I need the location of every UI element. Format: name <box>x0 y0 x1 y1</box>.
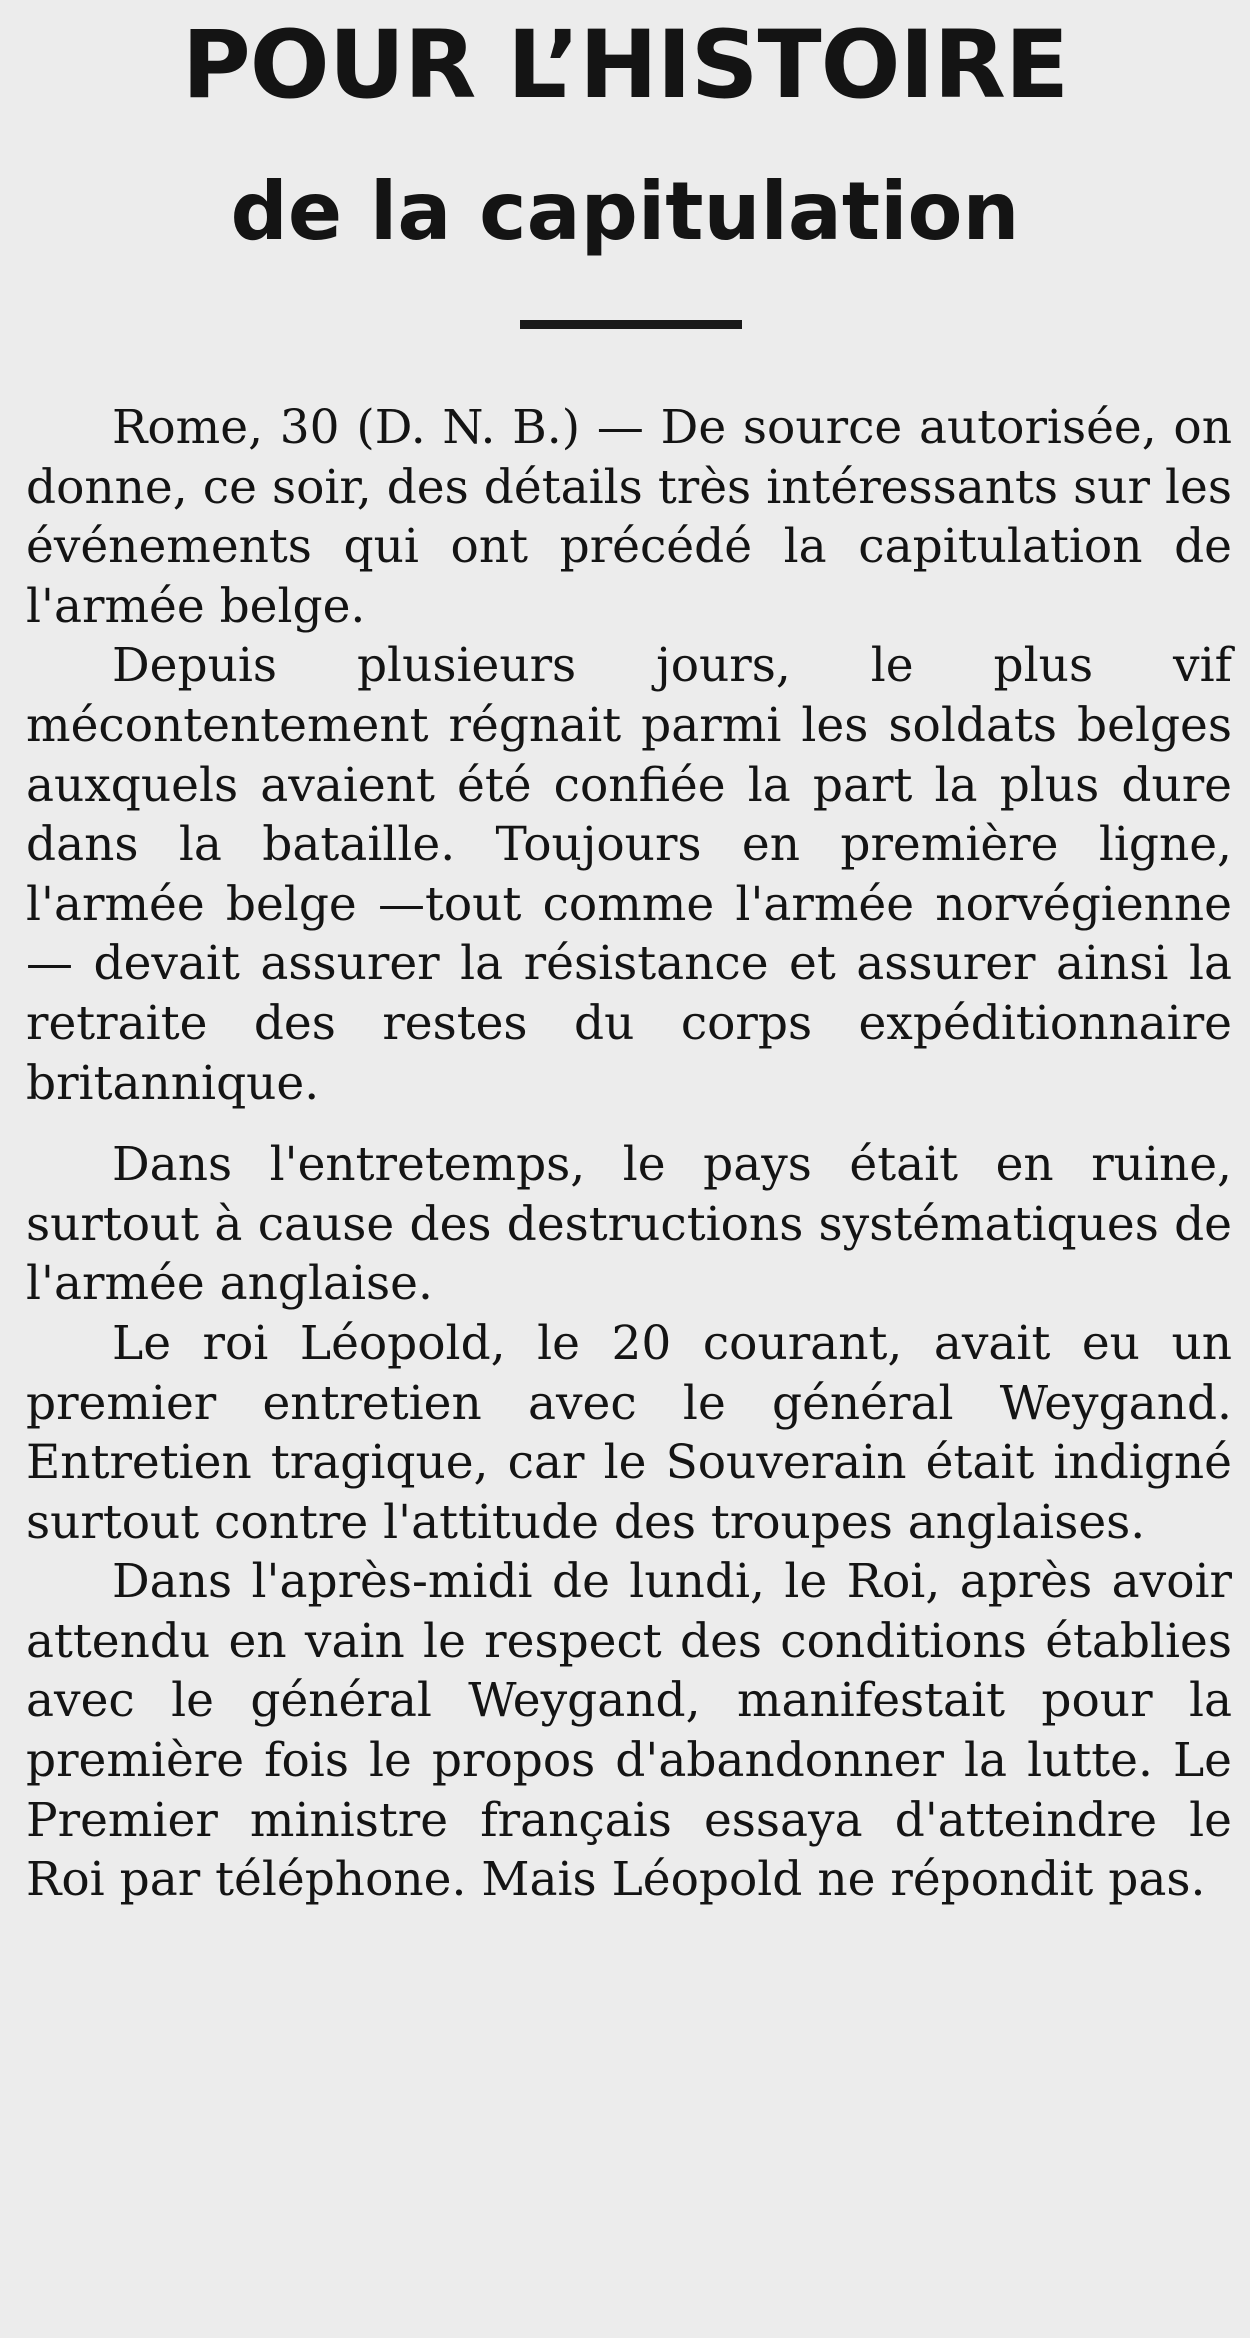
paragraph-3: Dans l'entretemps, le pays était en ruine, surtout à cause des destructions systématiques de l'armée anglaise. <box>26 1137 1232 1312</box>
paragraph-1: Rome, 30 (D. N. B.) — De source autorisée, on donne, ce soir, des détails très intéressants sur les événements qui ont précédé la capitulation de l'armée belge. <box>26 400 1232 634</box>
headline: POUR L’HISTOIRE <box>181 11 1069 120</box>
article-body <box>26 398 1232 1910</box>
paragraph-5: Dans l'après-midi de lundi, le Roi, après avoir attendu en vain le respect des conditions établies avec le général Weygand, manifestait pour la première fois le propos d'abandonner la lutte. Le Premier ministre français essaya d'atteindre le Roi par téléphone. Mais Léopold ne répondit pas. <box>26 1554 1232 1908</box>
paragraph-4: Le roi Léopold, le 20 courant, avait eu un premier entretien avec le général Weygand. Entretien tragique, car le Souverain était indigné surtout contre l'attitude des troupes anglaises. <box>26 1315 1232 1550</box>
paragraph-2: Depuis plusieurs jours, le plus vif mécontentement régnait parmi les soldats belges auxquels avaient été confiée la part la plus dure dans la bataille. Toujours en première ligne, l'armée belge —tout comme l'armée norvégienne — devait assurer la résistance et assurer ainsi la retraite des restes du corps expéditionnaire britannique. <box>26 638 1232 1111</box>
title-divider <box>520 320 742 329</box>
subheadline: de la capitulation <box>230 165 1020 258</box>
